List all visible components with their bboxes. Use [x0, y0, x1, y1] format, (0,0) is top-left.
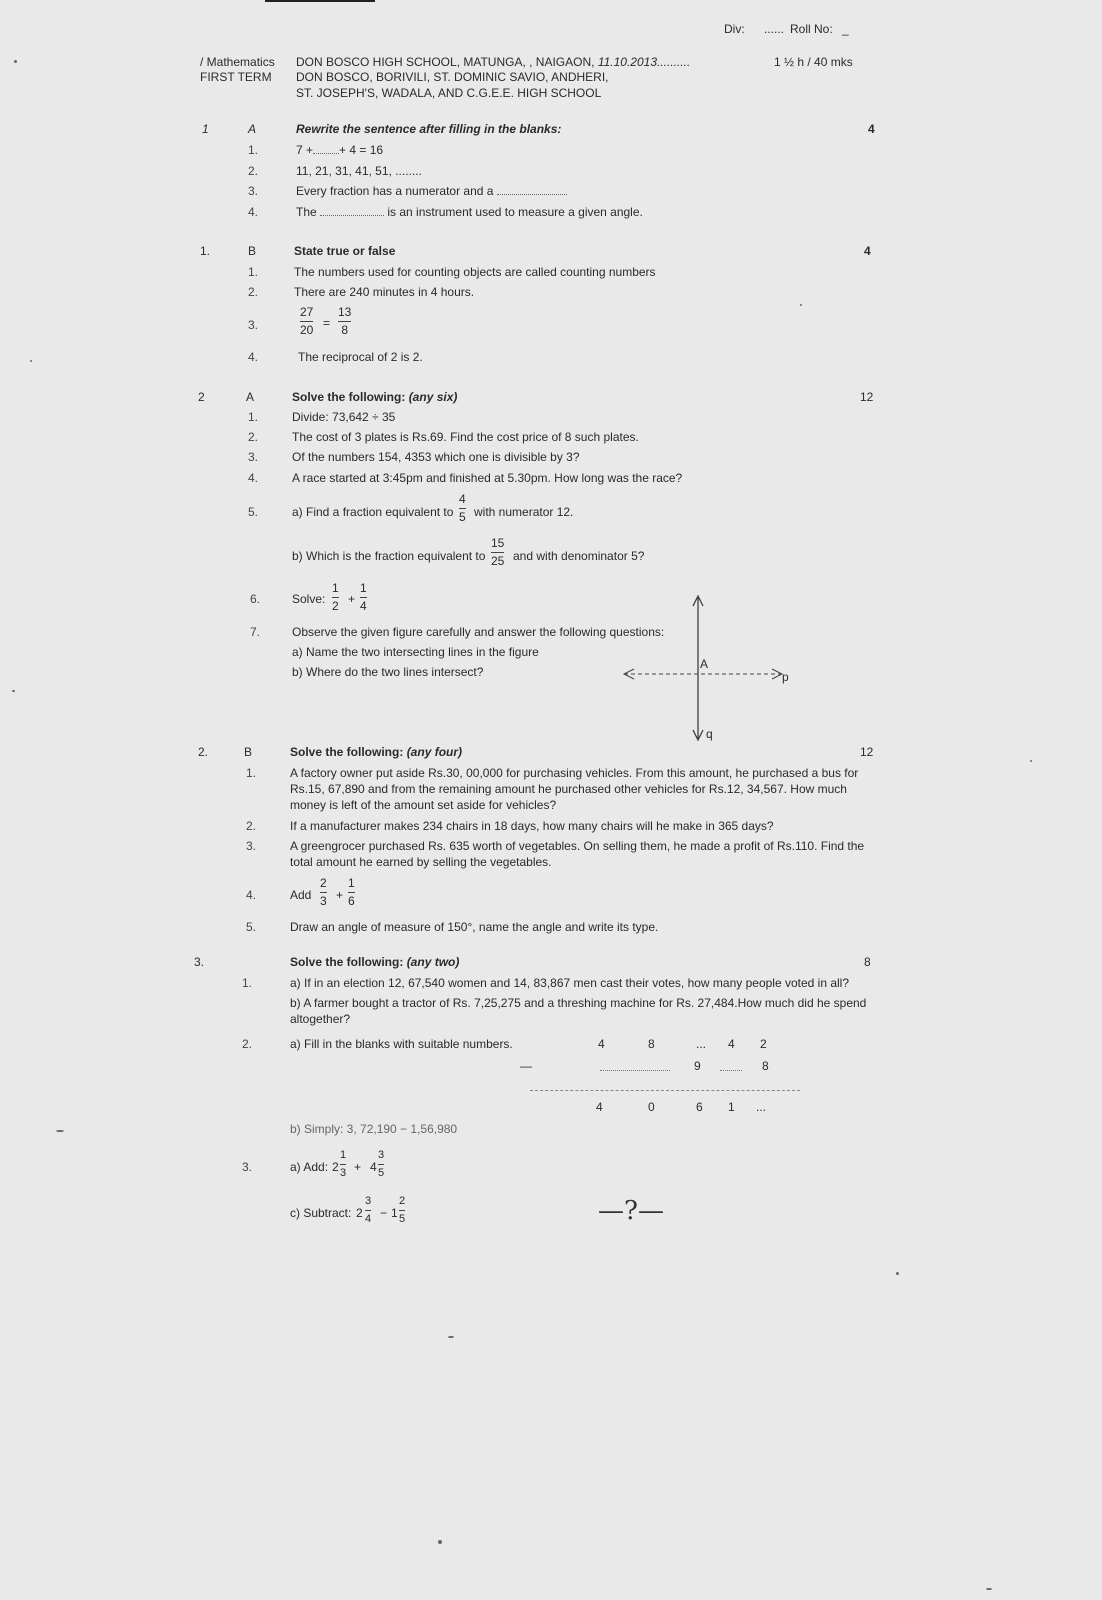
q3-item-2a: a) Fill in the blanks with suitable numbers. — [290, 1037, 513, 1051]
q2b-choice: (any four) — [406, 745, 463, 759]
q2a-item-2: The cost of 3 plates is Rs.69. Find the cost price of 8 such plates. — [292, 430, 639, 444]
q2b-number: 2. — [198, 745, 209, 759]
q2a-marks: 12 — [860, 390, 874, 404]
exam-date: 11.10.2013.......... — [597, 55, 691, 69]
scan-speck — [1030, 760, 1032, 762]
q2a-item-5b-fraction: 15 25 — [491, 536, 505, 568]
q2b-item-4-pre: Add — [290, 888, 312, 902]
q3-item-3c-operator: − — [380, 1206, 388, 1220]
q2a-title: Solve the following: (any six) — [292, 390, 458, 404]
figure-line-q-label: q — [706, 727, 713, 741]
time-marks: 1 ½ h / 40 mks — [774, 55, 853, 69]
term-label: FIRST TERM — [200, 70, 272, 84]
top-scan-line — [265, 0, 375, 2]
scan-speck — [14, 60, 17, 63]
roll-label: Roll No: — [790, 22, 833, 36]
q2b-item-2: If a manufacturer makes 234 chairs in 18 days, how many chairs will he make in 365 days? — [290, 819, 774, 833]
q2b-item-number: 1. — [246, 766, 257, 780]
q1a-item-1: 7 + + 4 = 16 — [296, 143, 384, 157]
q2b-item-5: Draw an angle of measure of 150°, name the angle and write its type. — [290, 920, 659, 934]
grid-digit: 9 — [694, 1059, 701, 1073]
q1a-item-3: Every fraction has a numerator and a — [296, 184, 567, 198]
q2a-item-5b-pre: b) Which is the fraction equivalent to — [292, 549, 486, 563]
q2a-part: A — [246, 390, 255, 404]
grid-digit: 6 — [696, 1100, 703, 1114]
q3-item-3a-fraction-1: 1 3 — [340, 1149, 347, 1179]
scan-speck — [896, 1272, 899, 1275]
grid-digit: 4 — [728, 1037, 735, 1051]
scan-speck — [438, 1540, 442, 1544]
q2a-item-number: 3. — [248, 450, 259, 464]
q2b-item-number: 3. — [246, 839, 257, 853]
q3-item-number: 1. — [242, 976, 253, 990]
q3-item-3a-pre: a) Add: — [290, 1160, 329, 1174]
q2a-item-7: Observe the given figure carefully and answer the following questions: — [292, 625, 665, 639]
div-label: Div: — [724, 22, 745, 36]
q2b-item-number: 5. — [246, 920, 257, 934]
q1a-title: Rewrite the sentence after filling in the blanks: — [296, 122, 562, 136]
q2b-item-1: A factory owner put aside Rs.30, 00,000 for purchasing vehicles. From this amount, he purchased a bus for Rs.15, 67,890 and from the remaining amount he purchased other vehicles for Rs.12, 34,567. How much money is left of the amount set aside for vehicles? — [290, 766, 859, 812]
grid-digit: 2 — [760, 1037, 767, 1051]
q3-choice: (any two) — [406, 955, 460, 969]
q2a-item-3: Of the numbers 154, 4353 which one is divisible by 3? — [292, 450, 580, 464]
q2a-item-number: 5. — [248, 505, 259, 519]
q1a-part: A — [248, 122, 257, 136]
q1b-item-2: There are 240 minutes in 4 hours. — [294, 285, 475, 299]
q1b-marks: 4 — [864, 244, 871, 258]
school-line-1: DON BOSCO HIGH SCHOOL, MATUNGA, , NAIGAON, 11.10.2013.......... — [296, 55, 691, 69]
q3-item-3a-operator: + — [354, 1160, 362, 1174]
q2b-item-number: 4. — [246, 888, 257, 902]
q1a-item-number: 3. — [248, 184, 259, 198]
grid-digit: 8 — [648, 1037, 655, 1051]
q2b-item-4-fraction-1: 2 3 — [320, 876, 327, 908]
figure-point-label: A — [700, 657, 709, 671]
q2a-item-6-pre: Solve: — [292, 592, 326, 606]
q3-item-3a-whole-2: 4 — [370, 1160, 377, 1174]
q3-item-3c-fraction-1: 3 4 — [365, 1195, 372, 1225]
grid-blank-line — [720, 1070, 742, 1071]
q2a-item-number: 7. — [250, 625, 261, 639]
q3-item-3c-whole-1: 2 — [356, 1206, 363, 1220]
q1b-item-number: 3. — [248, 318, 259, 332]
q3-item-3a-fraction-2: 3 5 — [378, 1149, 385, 1179]
roll-value: _ — [842, 22, 849, 36]
q1b-fraction-left: 27 20 — [300, 305, 314, 337]
q3-item-3c-pre: c) Subtract: — [290, 1206, 352, 1220]
q3-item-3c-fraction-2: 2 5 — [399, 1195, 406, 1225]
div-value: ...... — [764, 22, 785, 36]
q1a-marks: 4 — [868, 122, 875, 136]
scan-speck — [986, 1588, 992, 1590]
q1a-item-2: 11, 21, 31, 41, 51, ........ — [296, 164, 422, 178]
q2a-item-number: 6. — [250, 592, 261, 606]
q2a-number: 2 — [198, 390, 205, 404]
scan-speck — [448, 1336, 454, 1338]
q2a-item-6-fraction-2: 1 4 — [360, 581, 367, 613]
q2b-item-number: 2. — [246, 819, 257, 833]
q1b-item-number: 2. — [248, 285, 259, 299]
q3-item-1b: b) A farmer bought a tractor of Rs. 7,25,275 and a threshing machine for Rs. 27,484.How much did he spend altogether? — [290, 996, 867, 1026]
grid-digit: 0 — [648, 1100, 655, 1114]
q2a-item-number: 1. — [248, 410, 259, 424]
q3-item-3c-whole-2: 1 — [391, 1206, 398, 1220]
scan-speck — [12, 690, 15, 692]
scan-speck — [30, 360, 32, 362]
q1b-equals: = — [323, 316, 331, 330]
grid-rule — [530, 1090, 800, 1091]
q2a-item-5a-post: with numerator 12. — [474, 505, 574, 519]
q2a-item-1: Divide: 73,642 ÷ 35 — [292, 410, 396, 424]
intersecting-lines-figure — [620, 590, 800, 745]
q2b-marks: 12 — [860, 745, 874, 759]
school-line-2: DON BOSCO, BORIVILI, ST. DOMINIC SAVIO, ANDHERI, — [296, 70, 609, 84]
q3-title: Solve the following: (any two) — [290, 955, 460, 969]
q1a-item-4: The is an instrument used to measure a given angle. — [296, 205, 643, 219]
q3-item-3a-whole-1: 2 — [332, 1160, 339, 1174]
scan-speck — [800, 304, 802, 306]
q3-item-2b: b) Simply: 3, 72,190 − 1,56,980 — [290, 1122, 458, 1136]
school-line-3: ST. JOSEPH'S, WADALA, AND C.G.E.E. HIGH SCHOOL — [296, 86, 602, 100]
q1b-number: 1. — [200, 244, 211, 258]
q3-item-number: 2. — [242, 1037, 253, 1051]
q2a-item-6-operator: + — [348, 592, 356, 606]
q2a-item-7a: a) Name the two intersecting lines in the figure — [292, 645, 539, 659]
q1b-item-1: The numbers used for counting objects are called counting numbers — [294, 265, 656, 279]
q2a-item-5a-fraction: 4 5 — [459, 492, 466, 524]
q2a-item-6-fraction-1: 1 2 — [332, 581, 339, 613]
grid-blank: ... — [696, 1037, 707, 1051]
q1a-item-number: 2. — [248, 164, 259, 178]
q1b-title: State true or false — [294, 244, 396, 258]
q1a-number: 1 — [202, 122, 209, 136]
grid-digit: 4 — [596, 1100, 603, 1114]
q2a-item-5b-post: and with denominator 5? — [513, 549, 645, 563]
grid-digit: 4 — [598, 1037, 605, 1051]
subject-label: / Mathematics — [200, 55, 275, 69]
scan-speck — [56, 1130, 64, 1132]
q1b-item-number: 4. — [248, 350, 259, 364]
grid-blank: ... — [756, 1100, 767, 1114]
q2a-item-5a-pre: a) Find a fraction equivalent to — [292, 505, 454, 519]
q1b-item-4: The reciprocal of 2 is 2. — [298, 350, 423, 364]
q1b-part: B — [248, 244, 257, 258]
grid-digit: 8 — [762, 1059, 769, 1073]
q2a-item-7b: b) Where do the two lines intersect? — [292, 665, 484, 679]
grid-digit: 1 — [728, 1100, 735, 1114]
q1a-item-number: 1. — [248, 143, 259, 157]
q1a-item-number: 4. — [248, 205, 259, 219]
grid-blank-line — [600, 1070, 670, 1071]
q1b-fraction-right: 13 8 — [338, 305, 352, 337]
q2a-item-number: 4. — [248, 471, 259, 485]
grid-minus-sign: — — [520, 1059, 532, 1073]
figure-line-p-label: p — [782, 670, 789, 684]
q2b-title: Solve the following: (any four) — [290, 745, 463, 759]
q3-item-number: 3. — [242, 1160, 253, 1174]
q2a-item-4: A race started at 3:45pm and finished at 5.30pm. How long was the race? — [292, 471, 683, 485]
q2a-item-number: 2. — [248, 430, 259, 444]
q2a-choice: (any six) — [408, 390, 458, 404]
q2b-item-4-operator: + — [336, 888, 344, 902]
q2b-item-4-fraction-2: 1 6 — [348, 876, 355, 908]
q3-number: 3. — [194, 955, 205, 969]
q3-item-1a: a) If in an election 12, 67,540 women and 14, 83,867 men cast their votes, how many people voted in all? — [290, 976, 850, 990]
q3-marks: 8 — [864, 955, 871, 969]
q2b-part: B — [244, 745, 253, 759]
end-of-paper-mark: —?— — [598, 1196, 664, 1226]
q1b-item-number: 1. — [248, 265, 259, 279]
q2b-item-3: A greengrocer purchased Rs. 635 worth of vegetables. On selling them, he made a profit of Rs.110. Find the total amount he earned by selling the vegetables. — [290, 839, 865, 869]
